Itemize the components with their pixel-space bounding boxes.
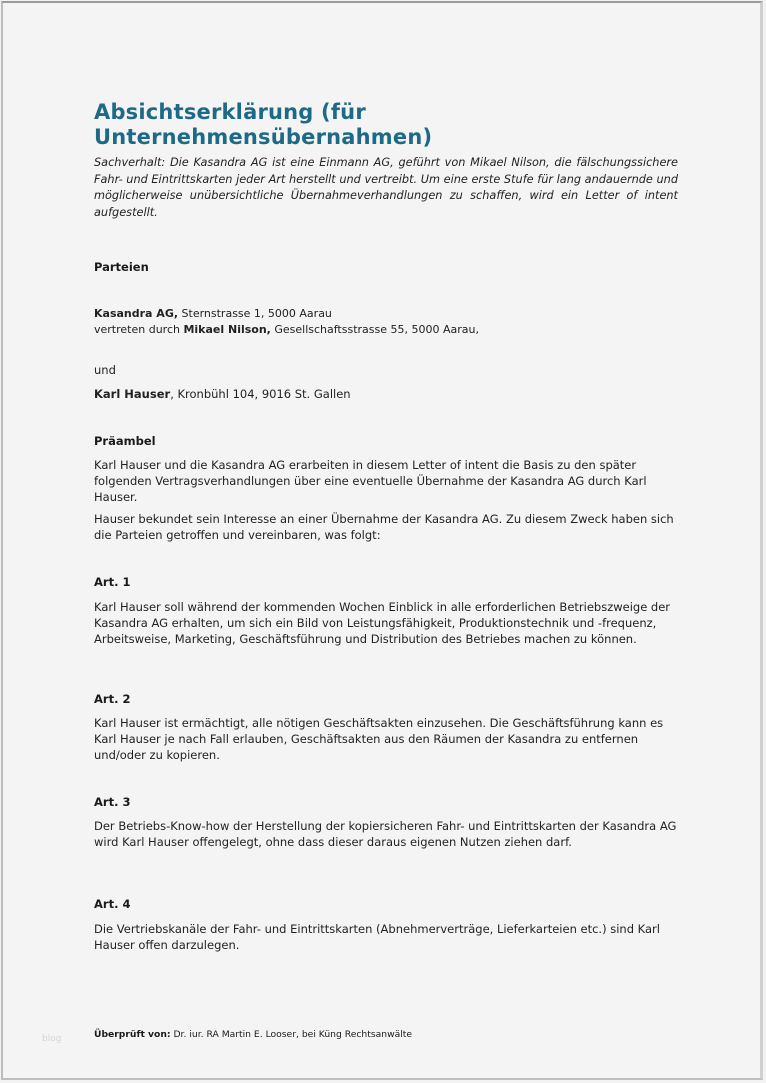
article-1-label: Art. 1 <box>94 575 131 589</box>
article-1-text: Karl Hauser soll während der kommenden Wochen Einblick in alle erforderlichen Betriebszweige der Kasandra AG erhalten, um sich ein Bild von Leistungsfähigkeit, Produktionstechnik und -frequenz, Arbeitsweise, Marketing, Geschäftsführung und Distribution des Betriebes machen zu können. <box>94 600 671 647</box>
article-4-label: Art. 4 <box>94 897 131 911</box>
reviewed-by-label: Überprüft von: <box>94 1029 171 1040</box>
party-2-block <box>94 386 684 402</box>
article-4-text: Die Vertriebskanäle der Fahr- und Eintrittskarten (Abnehmerverträge, Lieferkarteien etc.) sind Karl Hauser offen darzulegen. <box>94 922 660 953</box>
title-line-1: Absichtserklärung (für <box>94 100 366 124</box>
party-1-name: Kasandra AG, <box>94 307 179 320</box>
watermark: blog <box>42 1034 62 1044</box>
parties-heading: Parteien <box>94 260 149 274</box>
representative-name: Mikael Nilson, <box>183 323 271 336</box>
document-title <box>94 100 678 150</box>
article-2-text: Karl Hauser ist ermächtigt, alle nötigen Geschäftsakten einzusehen. Die Geschäftsführung kann es Karl Hauser je nach Fall erlauben, Geschäftsakten aus den Räumen der Kasandra zu entfernen und/oder zu kopieren. <box>94 716 664 763</box>
represented-prefix: vertreten durch <box>94 323 184 336</box>
party-2-name: Karl Hauser <box>94 387 171 401</box>
title-line-2: Unternehmensübernahmen) <box>94 125 433 149</box>
reviewed-by-text: Dr. iur. RA Martin E. Looser, bei Küng Rechtsanwälte <box>170 1029 413 1040</box>
article-3-label: Art. 3 <box>94 795 131 809</box>
parties-connector: und <box>94 363 116 377</box>
preamble-heading: Präambel <box>94 434 156 448</box>
party-1-block <box>94 306 684 338</box>
article-3-text: Der Betriebs-Know-how der Herstellung der kopiersicheren Fahr- und Eintrittskarten der Kasandra AG wird Karl Hauser offengelegt, ohne dass dieser daraus eigenen Nutzen ziehen darf. <box>94 819 677 850</box>
preamble-paragraph-2: Hauser bekundet sein Interesse an einer Übernahme der Kasandra AG. Zu diesem Zweck haben sich die Parteien getroffen und vereinbaren, was folgt: <box>94 512 674 543</box>
reviewed-by-footer <box>94 1028 412 1041</box>
representative-address: Gesellschaftsstrasse 55, 5000 Aarau, <box>270 323 479 336</box>
intro-paragraph: Sachverhalt: Die Kasandra AG ist eine Einmann AG, geführt von Mikael Nilson, die fälschungssichere Fahr- und Eintrittskarten jeder Art herstellt und vertreibt. Um eine erste Stufe für lang andauernde und möglicherweise unübersichtliche Übernahmeverhandlungen zu schaffen, wird ein Letter of intent aufgestellt. <box>94 156 678 219</box>
document-page <box>1 1 763 1080</box>
article-2-label: Art. 2 <box>94 692 131 706</box>
party-1-address: Sternstrasse 1, 5000 Aarau <box>178 307 332 320</box>
preamble-paragraph-1: Karl Hauser und die Kasandra AG erarbeiten in diesem Letter of intent die Basis zu den später folgenden Vertragsverhandlungen über eine eventuelle Übernahme der Kasandra AG durch Karl Hauser. <box>94 458 647 505</box>
party-2-address: , Kronbühl 104, 9016 St. Gallen <box>170 387 351 401</box>
document-header <box>94 100 678 221</box>
